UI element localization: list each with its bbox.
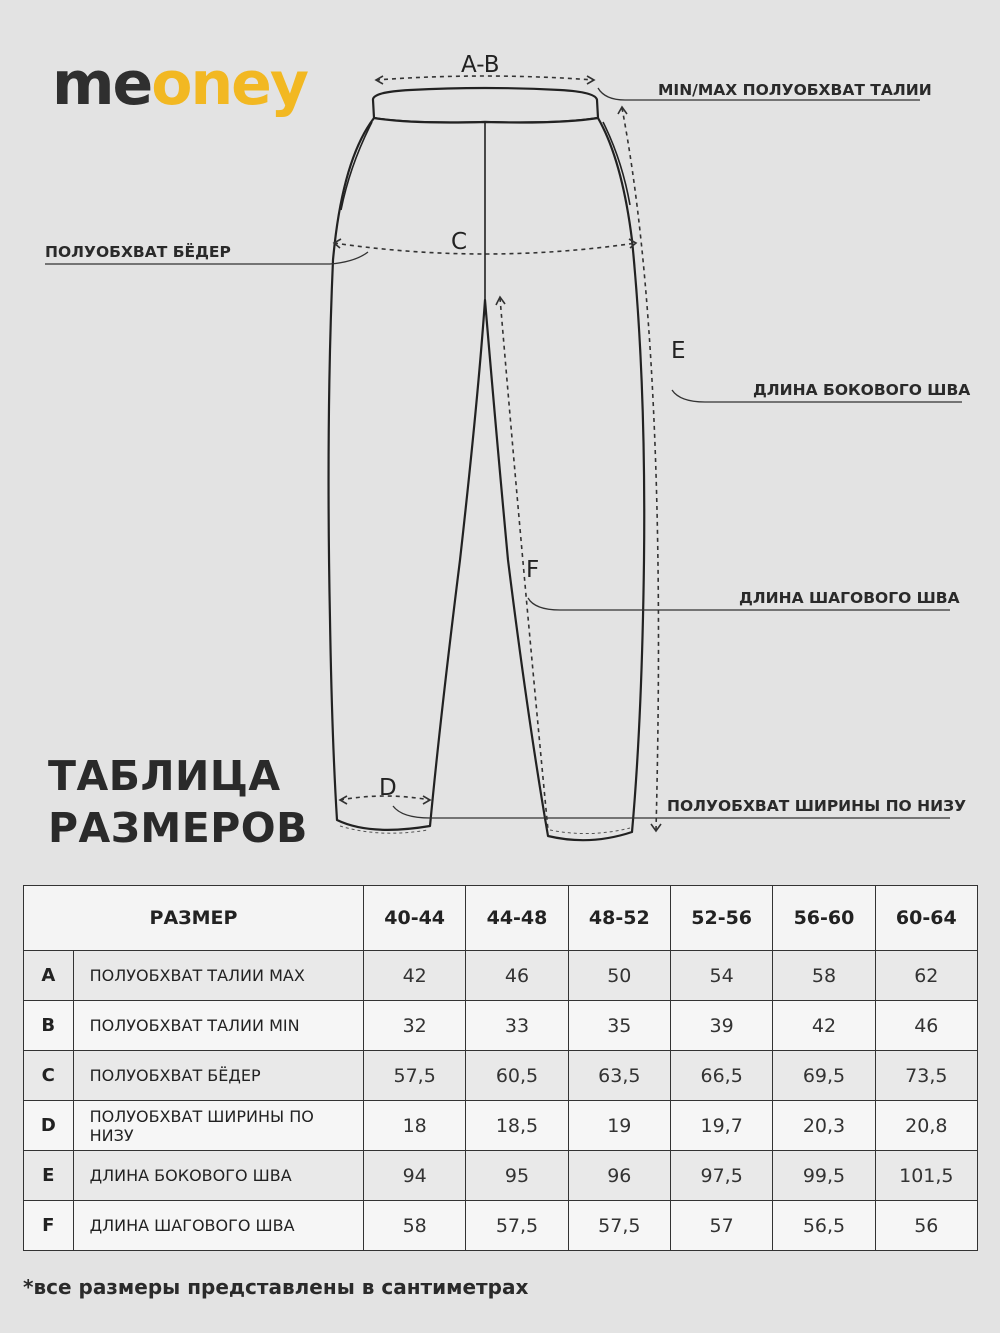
table-cell-value: 62: [875, 951, 977, 1001]
row-measurement-name: ПОЛУОБХВАТ ШИРИНЫ ПО НИЗУ: [73, 1101, 363, 1151]
size-table-header-row: [24, 886, 978, 951]
size-col-header: 56-60: [773, 886, 875, 951]
table-cell-value: 18,5: [466, 1101, 568, 1151]
table-row: [24, 1001, 978, 1051]
row-code: E: [24, 1151, 74, 1201]
table-cell-value: 56: [875, 1201, 977, 1251]
table-cell-value: 20,3: [773, 1101, 875, 1151]
letter-ab: A-B: [461, 52, 500, 78]
label-hips: ПОЛУОБХВАТ БЁДЕР: [45, 243, 231, 261]
row-measurement-name: ПОЛУОБХВАТ БЁДЕР: [73, 1051, 363, 1101]
row-code: F: [24, 1201, 74, 1251]
table-cell-value: 94: [364, 1151, 466, 1201]
table-cell-value: 54: [670, 951, 772, 1001]
title-line-2: РАЗМЕРОВ: [48, 804, 308, 852]
size-col-header: 48-52: [568, 886, 670, 951]
table-row: [24, 1201, 978, 1251]
row-measurement-name: ДЛИНА БОКОВОГО ШВА: [73, 1151, 363, 1201]
table-cell-value: 20,8: [875, 1101, 977, 1151]
table-cell-value: 58: [364, 1201, 466, 1251]
table-cell-value: 46: [466, 951, 568, 1001]
title-line-1: ТАБЛИЦА: [48, 752, 281, 800]
table-cell-value: 66,5: [670, 1051, 772, 1101]
row-code: B: [24, 1001, 74, 1051]
table-cell-value: 57,5: [364, 1051, 466, 1101]
page-title: [48, 750, 308, 854]
table-cell-value: 19,7: [670, 1101, 772, 1151]
size-header-cell: РАЗМЕР: [24, 886, 364, 951]
label-side-seam: ДЛИНА БОКОВОГО ШВА: [753, 381, 971, 399]
pants-body: [329, 118, 645, 840]
letter-f: F: [526, 557, 540, 583]
table-cell-value: 101,5: [875, 1151, 977, 1201]
table-cell-value: 33: [466, 1001, 568, 1051]
pants-outline: [329, 88, 645, 840]
table-cell-value: 46: [875, 1001, 977, 1051]
table-row: [24, 1051, 978, 1101]
size-table: [23, 885, 978, 1251]
table-cell-value: 42: [364, 951, 466, 1001]
row-measurement-name: ДЛИНА ШАГОВОГО ШВА: [73, 1201, 363, 1251]
table-cell-value: 57: [670, 1201, 772, 1251]
table-cell-value: 97,5: [670, 1151, 772, 1201]
table-cell-value: 60,5: [466, 1051, 568, 1101]
footnote: *все размеры представлены в сантиметрах: [23, 1275, 529, 1299]
logo-part-accent: oney: [151, 49, 307, 119]
table-cell-value: 57,5: [568, 1201, 670, 1251]
label-waist: MIN/MAX ПОЛУОБХВАТ ТАЛИИ: [658, 81, 932, 99]
row-code: C: [24, 1051, 74, 1101]
table-cell-value: 35: [568, 1001, 670, 1051]
table-cell-value: 63,5: [568, 1051, 670, 1101]
letter-e: E: [671, 338, 686, 364]
label-inseam: ДЛИНА ШАГОВОГО ШВА: [739, 589, 960, 607]
table-cell-value: 50: [568, 951, 670, 1001]
label-hem: ПОЛУОБХВАТ ШИРИНЫ ПО НИЗУ: [667, 797, 967, 815]
row-measurement-name: ПОЛУОБХВАТ ТАЛИИ MAX: [73, 951, 363, 1001]
letter-d: D: [379, 775, 397, 801]
table-cell-value: 73,5: [875, 1051, 977, 1101]
table-cell-value: 99,5: [773, 1151, 875, 1201]
table-cell-value: 69,5: [773, 1051, 875, 1101]
logo-part-dark: me: [52, 49, 152, 119]
table-row: [24, 1151, 978, 1201]
size-col-header: 60-64: [875, 886, 977, 951]
table-cell-value: 42: [773, 1001, 875, 1051]
waistband: [373, 88, 598, 123]
row-code: D: [24, 1101, 74, 1151]
table-cell-value: 19: [568, 1101, 670, 1151]
letter-c: C: [451, 229, 468, 255]
size-col-header: 40-44: [364, 886, 466, 951]
table-row: [24, 951, 978, 1001]
size-col-header: 44-48: [466, 886, 568, 951]
table-cell-value: 96: [568, 1151, 670, 1201]
row-code: A: [24, 951, 74, 1001]
table-cell-value: 18: [364, 1101, 466, 1151]
table-cell-value: 39: [670, 1001, 772, 1051]
table-cell-value: 58: [773, 951, 875, 1001]
table-cell-value: 32: [364, 1001, 466, 1051]
size-col-header: 52-56: [670, 886, 772, 951]
table-cell-value: 95: [466, 1151, 568, 1201]
row-measurement-name: ПОЛУОБХВАТ ТАЛИИ MIN: [73, 1001, 363, 1051]
table-cell-value: 57,5: [466, 1201, 568, 1251]
table-cell-value: 56,5: [773, 1201, 875, 1251]
table-row: [24, 1101, 978, 1151]
